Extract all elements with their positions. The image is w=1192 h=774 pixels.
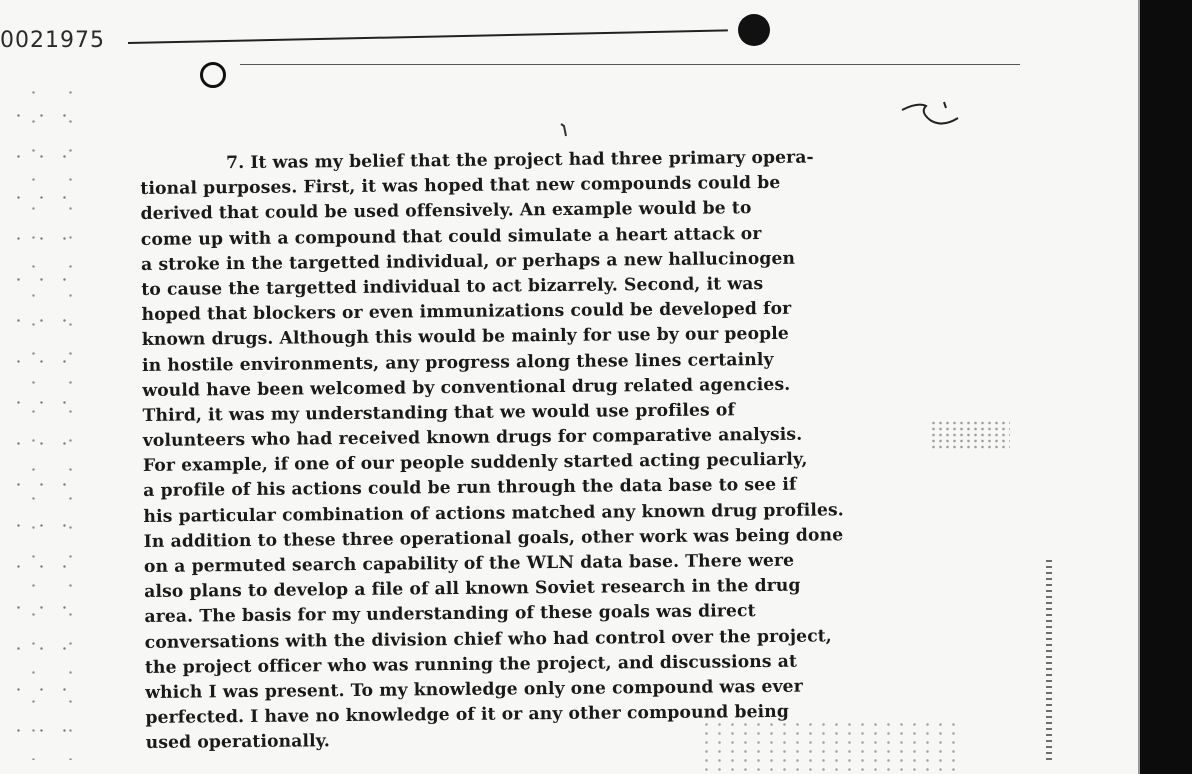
header-rule-line-lower: [240, 64, 1020, 65]
text-line: known drugs. Although this would be mainly for use by our people: [141, 324, 789, 351]
punch-hole-filled-icon: [738, 14, 770, 46]
handwritten-mark-icon: [900, 100, 960, 130]
text-line: 7. It was my belief that the project had three primary opera-: [226, 147, 814, 174]
text-line: volunteers who had received known drugs for comparative analysis.: [142, 424, 803, 452]
text-line: a stroke in the targetted individual, or perhaps a new hallucinogen: [140, 248, 796, 275]
scanner-black-border: [1140, 0, 1192, 774]
text-line: come up with a compound that could simulate a heart attack or: [140, 223, 762, 250]
paragraph-seven: [140, 144, 986, 757]
text-line: which I was present. To my knowledge only one compound was ever: [145, 676, 803, 703]
text-line: In addition to these three operational goals, other work was being done: [143, 525, 844, 552]
text-line: tional purposes. First, it was hoped that new compounds could be: [140, 173, 781, 200]
text-line: perfected. I have no knowledge of it or any other compound being: [145, 701, 790, 729]
scan-edge-marks: [1046, 560, 1052, 760]
tick-mark-icon: [558, 120, 572, 138]
text-line: the project officer who was running the project, and discussions at: [144, 651, 798, 678]
text-line: area. The basis for my understanding of these goals was direct: [144, 601, 756, 628]
text-line: to cause the targetted individual to act bizarrely. Second, it was: [141, 273, 764, 300]
scan-noise-left: [4, 90, 74, 760]
text-line: would have been welcomed by conventional drug related agencies.: [142, 374, 791, 401]
text-line: used operationally.: [145, 731, 331, 754]
document-id-number: 0021975: [0, 28, 105, 53]
text-line: For example, if one of our people suddenly started acting peculiarly,: [142, 449, 808, 477]
text-line: in hostile environments, any progress along these lines certainly: [141, 349, 774, 376]
text-line: derived that could be used offensively. An example would be to: [140, 198, 752, 225]
text-line: also plans to develop a file of all known Soviet research in the drug: [144, 575, 801, 603]
punch-hole-icon: [200, 62, 226, 88]
text-line: a profile of his actions could be run through the data base to see if: [143, 475, 797, 502]
text-line: his particular combination of actions matched any known drug profiles.: [143, 499, 844, 527]
header-rule-line: [128, 29, 728, 44]
text-line: Third, it was my understanding that we would use profiles of: [142, 400, 735, 426]
text-line: on a permuted search capability of the WLN data base. There were: [143, 550, 795, 577]
text-line: conversations with the division chief who had control over the project,: [144, 625, 832, 653]
text-line: hoped that blockers or even immunizations could be developed for: [141, 298, 792, 326]
